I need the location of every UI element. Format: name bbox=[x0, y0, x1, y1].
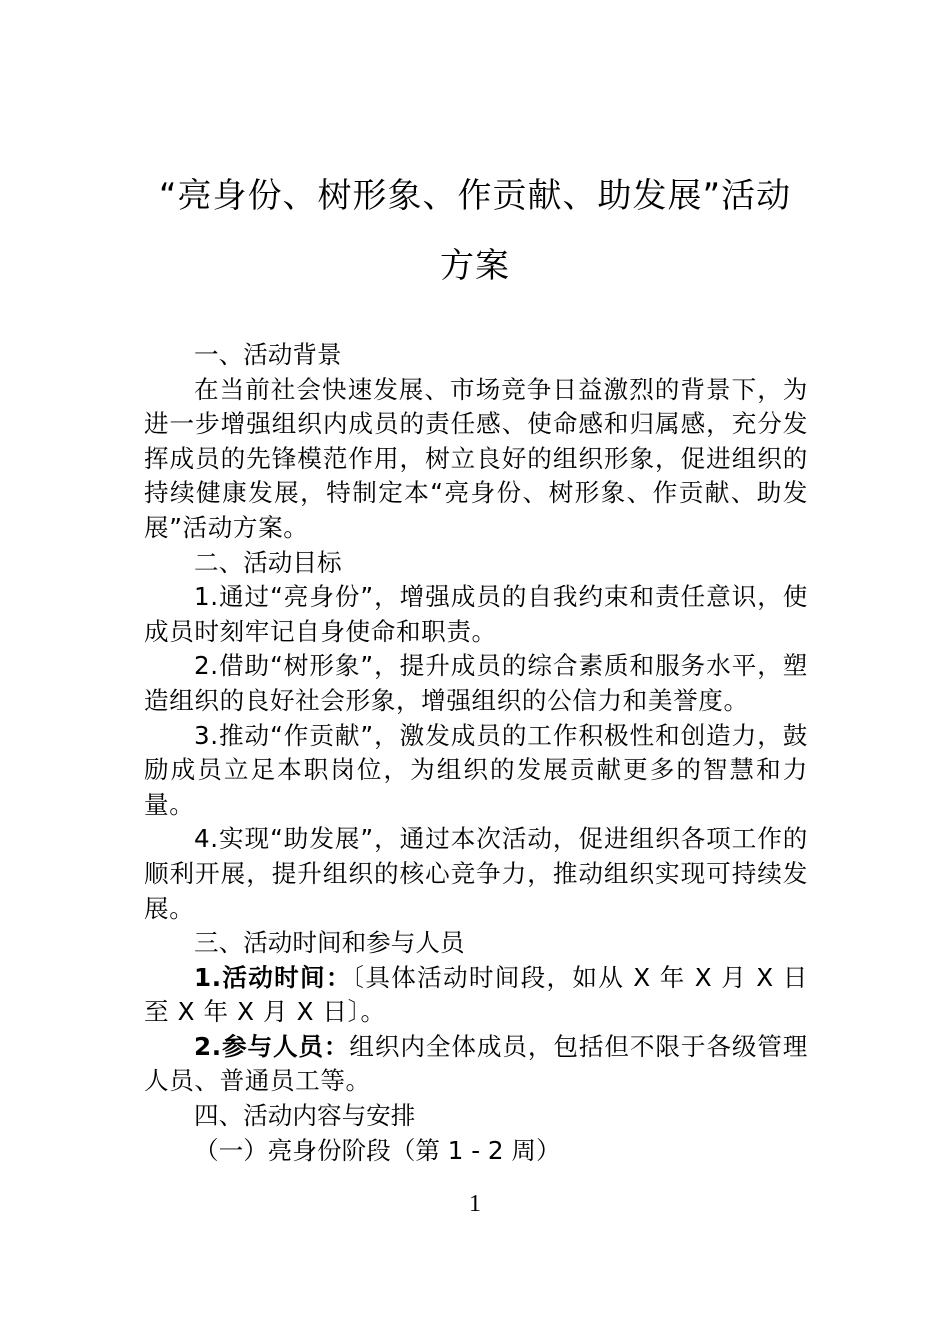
time-label: 1.活动时间： bbox=[194, 962, 352, 992]
section-heading-content-arrangement: 四、活动内容与安排 bbox=[194, 1101, 416, 1131]
document-body bbox=[144, 338, 808, 1168]
time-item bbox=[144, 961, 808, 1030]
goal-item-3: 3.推动“作贡献”，激发成员的工作积极性和创造力，鼓励成员立足本职岗位，为组织的发展贡献更多的智慧和力量。 bbox=[144, 720, 808, 819]
participants-item bbox=[144, 1030, 808, 1099]
document-title-line-1: “亮身份、树形象、作贡献、助发展”活动 bbox=[158, 176, 792, 216]
section-heading-background: 一、活动背景 bbox=[194, 340, 342, 369]
section-heading-goals: 二、活动目标 bbox=[194, 547, 342, 577]
goal-item-1: 1.通过“亮身份”，增强成员的自我约束和责任意识，使成员时刻牢记自身使命和职责。 bbox=[144, 582, 808, 646]
time-text: 〔具体活动时间段，如从 X 年 X 月 X 日至 X 年 X 月 X 日〕。 bbox=[144, 962, 809, 1027]
goal-item-4: 4.实现“助发展”，通过本次活动，促进组织各项工作的顺利开展，提升组织的核心竞争力，推动组织实现可持续发展。 bbox=[144, 824, 808, 923]
page-number: 1 bbox=[469, 1191, 481, 1217]
participants-text: 组织内全体成员，包括但不限于各级管理人员、普通员工等。 bbox=[144, 1031, 808, 1096]
subsection-heading-identity-stage: （一）亮身份阶段（第 1 - 2 周） bbox=[194, 1135, 561, 1165]
document-title-line-2: 方案 bbox=[440, 246, 510, 286]
section-heading-time-participants: 三、活动时间和参与人员 bbox=[194, 928, 465, 958]
paragraph-background: 在当前社会快速发展、市场竞争日益激烈的背景下，为进一步增强组织内成员的责任感、使命感和归属感，充分发挥成员的先锋模范作用，树立良好的组织形象，促进组织的持续健康发展，特制定本“亮身份、树形象、作贡献、助发展”活动方案。 bbox=[144, 374, 808, 542]
goal-item-2: 2.借助“树形象”，提升成员的综合素质和服务水平，塑造组织的良好社会形象，增强组织的公信力和美誉度。 bbox=[144, 651, 808, 715]
participants-label: 2.参与人员： bbox=[194, 1031, 350, 1061]
